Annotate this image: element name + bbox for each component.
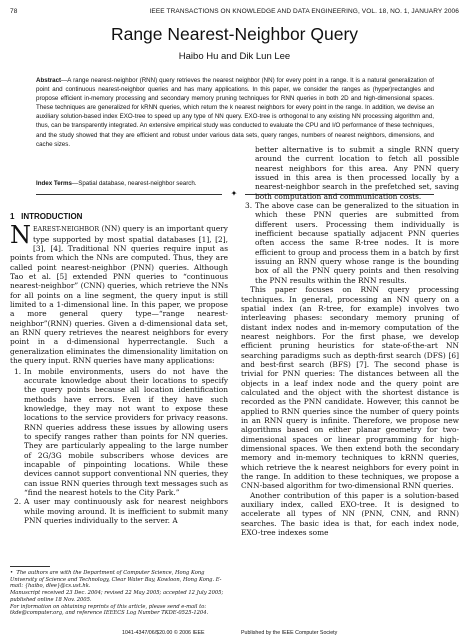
list-item-split: 2. A user may continuously ask for nearest neighbors while moving around. It is inefficient to submit many PNN queries individually to the server. A: [14, 497, 228, 525]
intro-paragraph-1: [10, 221, 228, 366]
footnote: [10, 566, 228, 617]
abstract-label: Abstract: [36, 77, 62, 84]
lead-word: EAREST-NEIGHBOR: [33, 226, 100, 234]
paper-authors: Haibo Hu and Dik Lun Lee: [178, 51, 291, 62]
paper-title: Range Nearest-Neighbor Query: [110, 24, 359, 44]
index-terms: Index Terms—Spatial database, nearest-neighbor search.: [36, 180, 197, 187]
section-heading: [10, 212, 228, 221]
bullet-icon: •: [10, 570, 14, 576]
section-title: INTRODUCTION: [21, 212, 83, 221]
footnote-received: Manuscript received 23 Dec. 2004; revised 22 May 2005; accepted 12 July 2005; published online 18 Nov. 2005.: [10, 590, 224, 603]
applications-list: [10, 367, 228, 526]
abstract: Abstract—A range nearest-neighbor (RNN) query retrieves the nearest neighbor (NN) for every point in a range. It is a natural generalization of point and continuous nearest-neighbor queries and has many applications. In this paper, we consider the ranges as (hyper)rectangles and propose efficient in-memory processing and secondary memory pruning techniques for RNN queries in both 2D and high-dimensional spaces. These techniques are generalized for kRNN queries, which return the k nearest neighbors for every point in the range. In addition, we devise an auxiliary solution-based index EXO-tree to speed up any type of NN query. EXO-tree is orthogonal to any existing NN processing algorithm and, thus, can be transparently integrated. An extensive empirical study was conducted to evaluate the CPU and I/O performance of these techniques, and the study showed that they are efficient and robust under various data sets, query ranges, numbers of nearest neighbors, dimensions, and cache sizes.: [36, 77, 434, 148]
index-terms-text: Spatial database, nearest-neighbor search.: [78, 180, 197, 187]
footer-copyright: 1041-4347/06/$20.00 © 2006 IEEE: [122, 630, 205, 636]
footnote-reprints: For information on obtaining reprints of this article, please send e-mail to: tkde@computer.org, and reference IEEECS Log Number TKDE-0525-1204.: [10, 603, 209, 617]
drop-cap: N: [10, 221, 31, 250]
abstract-text: A range nearest-neighbor (RNN) query retrieves the nearest neighbor (NN) for every point in a range. It is a natural generalization of point and continuous nearest-neighbor queries and has many applications. In this paper, we consider the ranges as (hyper)rectangles and propose efficient in-memory processing and secondary memory pruning techniques for RNN queries in both 2D and high-dimensional spaces. These techniques are generalized for kRNN queries, which return the k nearest neighbors for every point in the range. In addition, we devise an auxiliary solution-based index EXO-tree to speed up any type of NN query. EXO-tree is orthogonal to any existing NN processing algorithm and, thus, can be transparently integrated. An extensive empirical study was conducted to evaluate the CPU and I/O performance of these techniques, and the study showed that they are efficient and robust under various data sets, query ranges, numbers of nearest neighbors, dimensions, and cache sizes.: [36, 77, 434, 148]
intro-paragraph-3: Another contribution of this paper is a solution-based auxiliary index, called EXO-tree. It is designed to accelerate all types of NN (PNN, CNN, and RNN) searches. The basic idea is that, for each index node, EXO-tree indexes some: [241, 490, 459, 538]
intro-text-1: (NN) query is an important query type supported by most spatial databases [1], [2], [3], [4]. Traditional NN queries require input as points from which the NNs are computed. Thus, they are called point nearest-neighbor (PNN) queries. Although Tao et al. [5] extended PNN queries to “continuous nearest-neighbor” (CNN) queries, which retrieve the NNs for all points on a line segment, the query input is still limited to a 1-dimensional line. In this paper, we propose a more general query type—“range nearest-neighbor”(RNN) queries. Given a d-dimensional data set, an RNN query retrieves the nearest neighbors for every point in a d-dimensional hyperrectangle. Such a generalization eliminates the dimensionality limitation on the query input. RNN queries have many applications:: [10, 224, 228, 366]
list-item-continued: [241, 145, 459, 201]
list-item: 3. The above case can be generalized to the situation in which these PNN queries are submitted from different users. Processing them individually is inefficient because spatially adjacent PNN queries often access the same R-tree nodes. It is more efficient to group and process them in a batch by first issuing an RNN query whose range is the bounding box of all the PNN query points and then resolving the PNN results within the RNN results.: [245, 201, 459, 285]
list-item-2-part2: better alternative is to submit a single RNN query around the current location to fetch all possible nearest neighbors for this area. Any PNN query issued in this area is then processed locally by a nearest-neighbor search in the prefetched set, saving both computation and communication costs.: [255, 145, 459, 201]
list-item: 1. In mobile environments, users do not have the accurate knowledge about their locations to specify the query points because all location identification methods have errors. Even if they have such knowledge, they may not want to expose these locations to the service providers for privacy reasons. RNN queries address these issues by allowing users to specify ranges rather than points for NN queries. They are particularly appealing to the large number of 2G/3G mobile subscribers whose devices are incapable of pinpointing locations. While these devices cannot support conventional NN queries, they can issue RNN queries through text messages such as “find the nearest hotels to the City Park.”: [14, 366, 228, 497]
footnote-rule: [10, 566, 50, 567]
right-column: [241, 144, 459, 537]
list-item-2-part1: A user may continuously ask for nearest neighbors while moving around. It is inefficient to submit many PNN queries individually to the server. A: [24, 497, 228, 525]
applications-list-continued: [241, 145, 459, 285]
left-column: [10, 212, 228, 525]
separator-diamond-icon: ✦: [230, 189, 238, 198]
section-number: 1: [10, 212, 15, 221]
intro-paragraph-2: This paper focuses on RNN query processing techniques. In general, processing an NN query on a spatial index (an R-tree, for example) involves two interleaving phases: secondary memory pruning of distant index nodes and in-memory computation of the nearest neighbors. For the first phase, we develop efficient pruning heuristics for state-of-the-art NN searching paradigms such as depth-first search (DFS) [6] and best-first search (BFS) [7]. The second phase is trivial for PNN queries: The distances between all the objects in a leaf index node and the query point are calculated and the object with the shortest distance is recorded as the PNN candidate. However, this cannot be applied to RNN queries since the number of query points in an RNN query is infinite. Therefore, we propose new algorithms based on either planar geometry for two-dimensional spaces or linear programming for high-dimensional spaces. We then extend both the secondary memory and in-memory techniques to kRNN queries, which retrieve the k nearest neighbors for every point in the range. In addition to these techniques, we propose a CNN-based algorithm for two-dimensional RNN queries.: [241, 285, 459, 491]
journal-line: IEEE TRANSACTIONS ON KNOWLEDGE AND DATA ENGINEERING, VOL. 18, NO. 1, JANUARY 2006: [149, 8, 459, 15]
footnote-affiliation: • The authors are with the Department of Computer Science, Hong Kong University of Science and Technology, Clear Water Bay, Kowloon, Hong Kong. E-mail: {haibo, dlee}@cs.ust.hk.: [10, 570, 222, 590]
footer-publisher: Published by the IEEE Computer Society: [241, 630, 338, 636]
page-number: 78: [10, 8, 18, 15]
separator-rule-left: [36, 194, 222, 195]
index-terms-label: Index Terms: [36, 180, 72, 187]
